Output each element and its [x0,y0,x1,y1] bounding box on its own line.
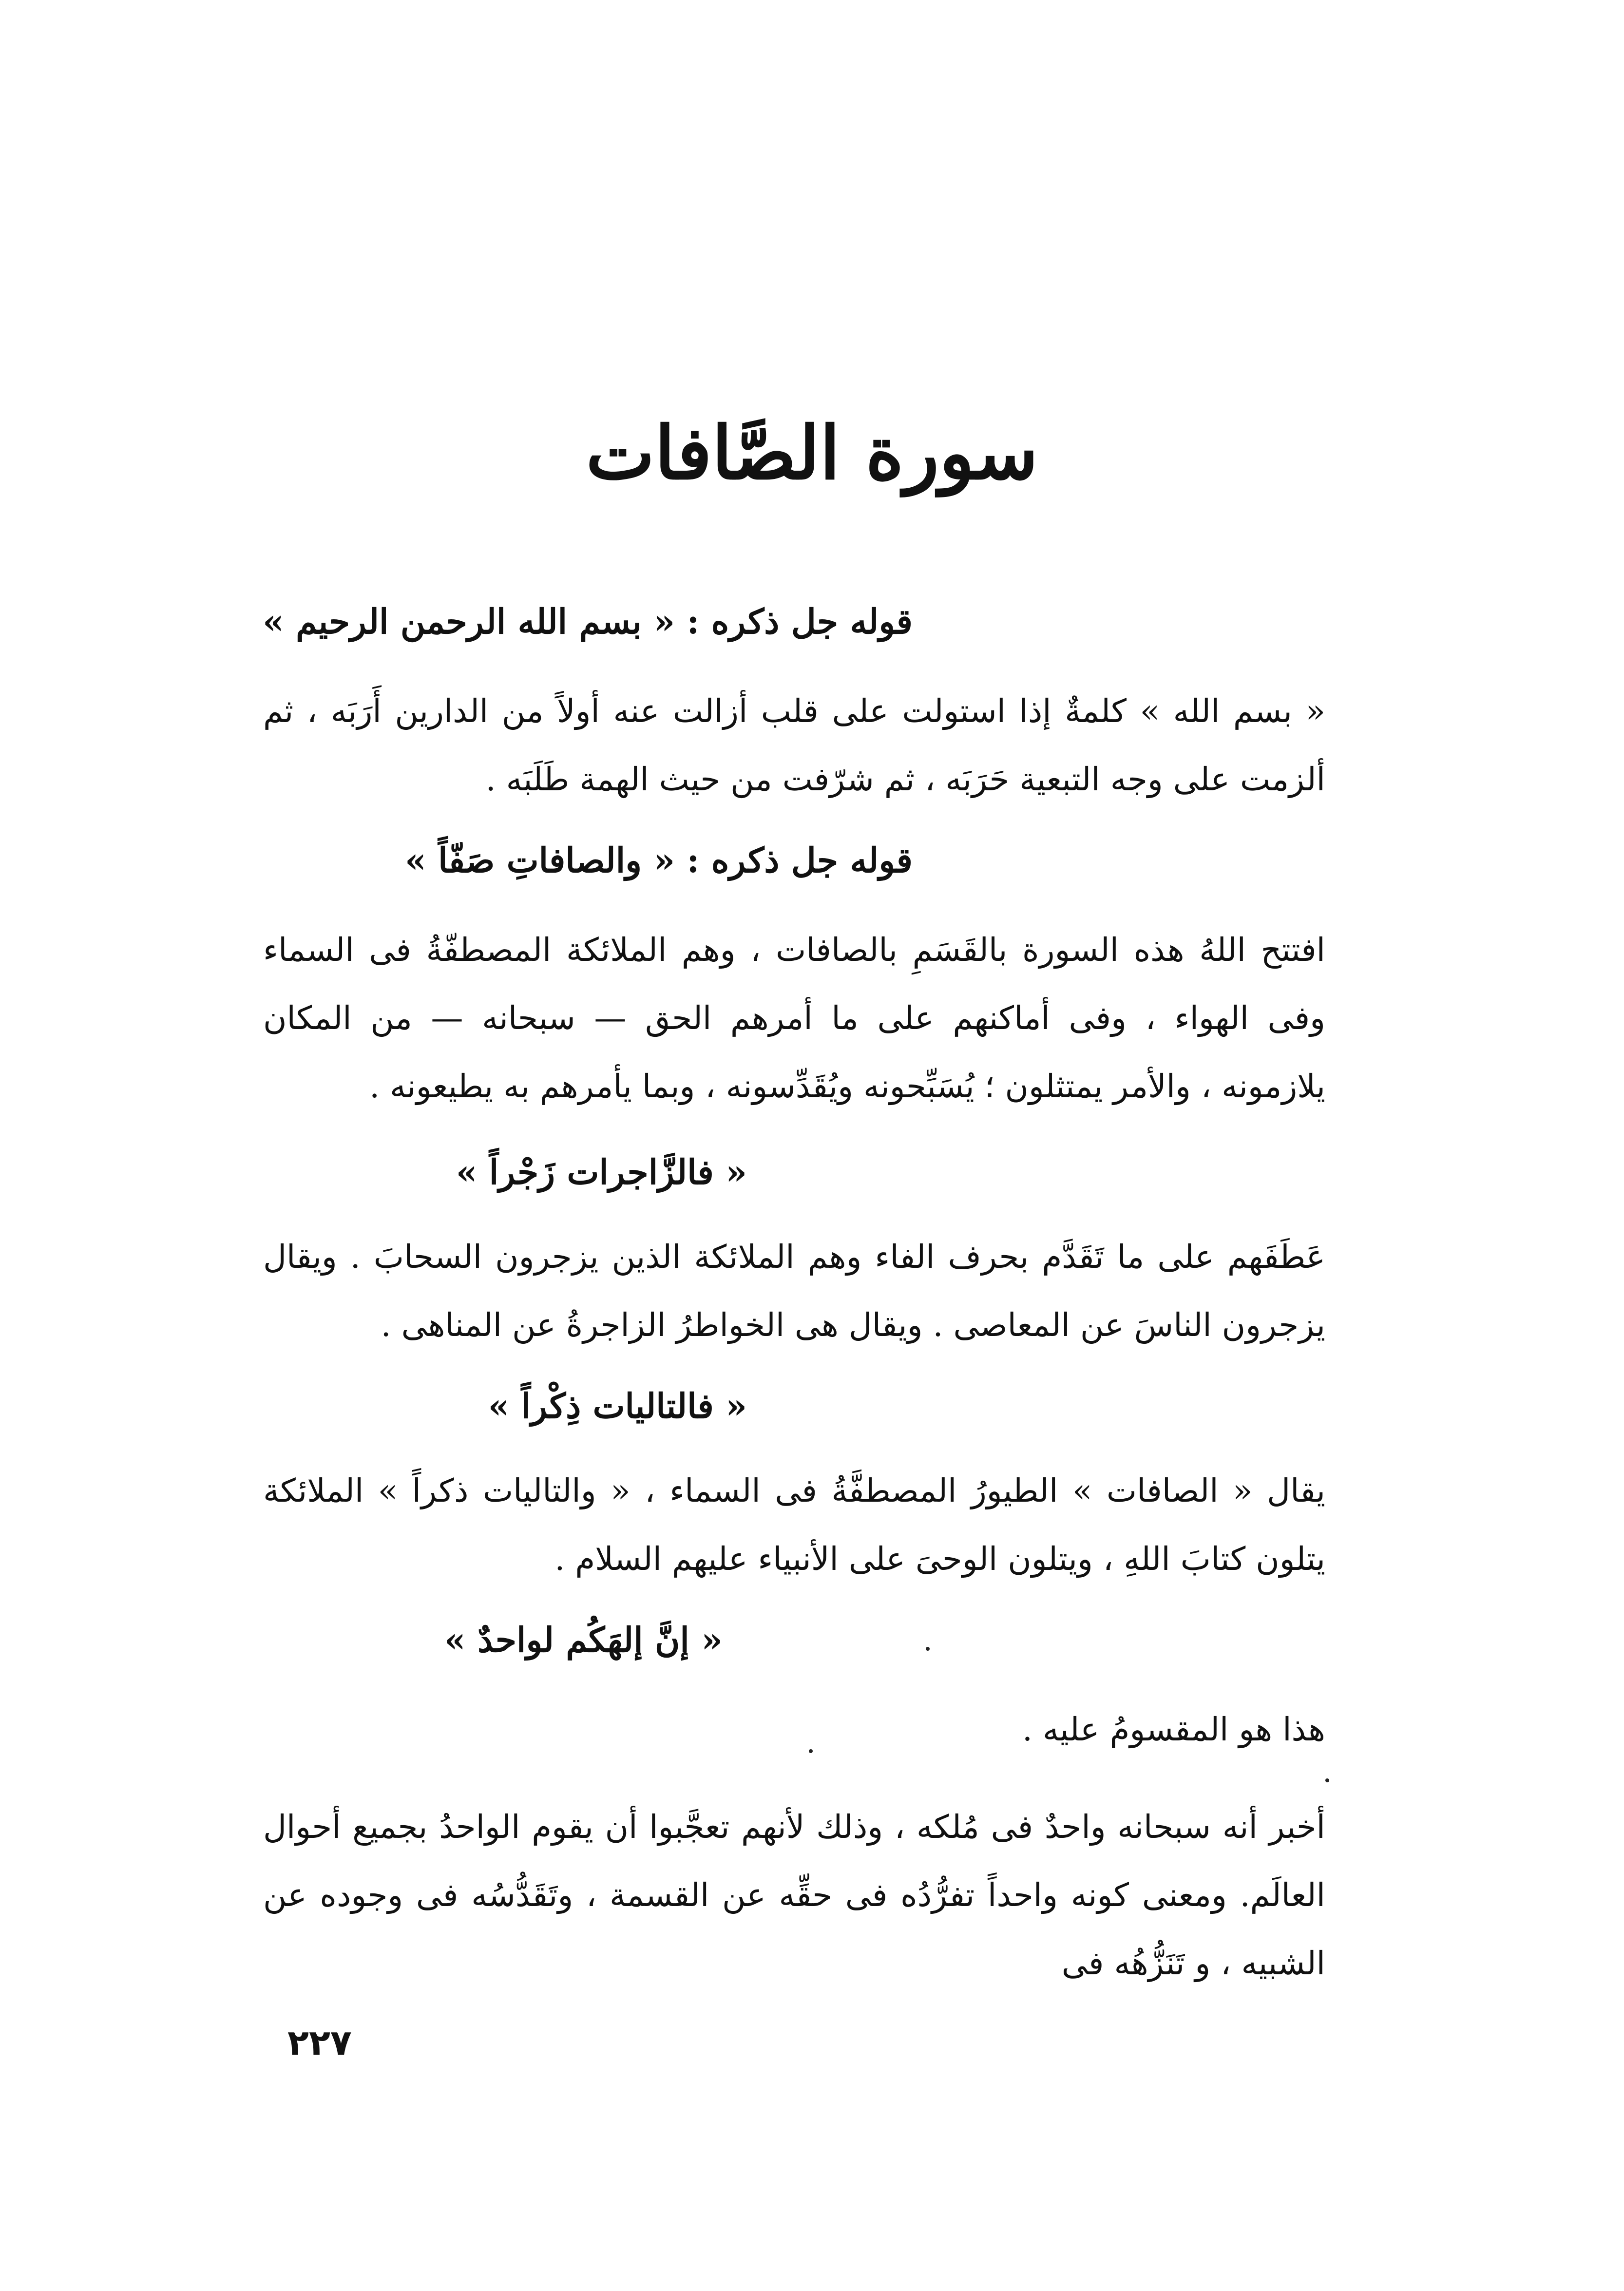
section-heading: « فالزَّاجرات زَجْراً » [456,1152,747,1192]
scan-speck [926,1647,930,1651]
paragraph: افتتح اللهُ هذه السورة بالقَسَمِ بالصافات ، وهم الملائكة المصطفّةُ فى السماء وفى الهواء ، وفى أماكنهم على ما أمرهم الحق — سبحانه — من المكان يلازمونه ، والأمر يمتثلون ؛ يُسَبِّحونه ويُقَدِّسونه ، وبما يأمرهم به يطيعونه . [263,931,1325,1105]
section-heading: « إنَّ إلهَكُم لواحدٌ » [444,1620,723,1660]
scan-speck [809,1749,813,1753]
page-number: ٢٢٧ [287,2022,352,2063]
paragraph: أخبر أنه سبحانه واحدٌ فى مُلكه ، وذلك لأنهم تعجَّبوا أن يقوم الواحدُ بجميع أحوال العالَم. ومعنى كونه واحداً تفرُّدُه فى حقِّه عن القسمة ، وتَقَدُّسُه فى وجوده عن الشبيه ، و تَنَزُّهُه فى [263,1808,1325,1982]
paragraph: هذا هو المقسومُ عليه . [1022,1711,1325,1748]
surah-title: سورة الصَّافات [586,410,1038,496]
paragraph: « بسم الله » كلمةٌ إذا استولت على قلب أزالت عنه أولاً من الدارين أَرَبَه ، ثم ألزمت على وجه التبعية حَرَبَه ، ثم شرّفت من حيث الهمة طَلَبَه . [263,692,1325,798]
section-heading: « فالتاليات ذِكْراً » [488,1386,747,1426]
paragraph: عَطَفَهم على ما تَقَدَّم بحرف الفاء وهم الملائكة الذين يزجرون السحابَ . ويقال يزجرون الناسَ عن المعاصى . ويقال هى الخواطرُ الزاجرةُ عن المناهى . [263,1238,1325,1344]
section-heading: قوله جل ذكره : « بسم الله الرحمن الرحيم » [262,601,913,642]
section-heading: قوله جل ذكره : « والصافاتِ صَفّاً » [405,840,913,880]
scan-speck [1325,1778,1329,1782]
paragraph: يقال « الصافات » الطيورُ المصطفَّةُ فى السماء ، « والتاليات ذكراً » الملائكة يتلون كتابَ اللهِ ، ويتلون الوحىَ على الأنبياء عليهم السلام . [263,1472,1325,1578]
